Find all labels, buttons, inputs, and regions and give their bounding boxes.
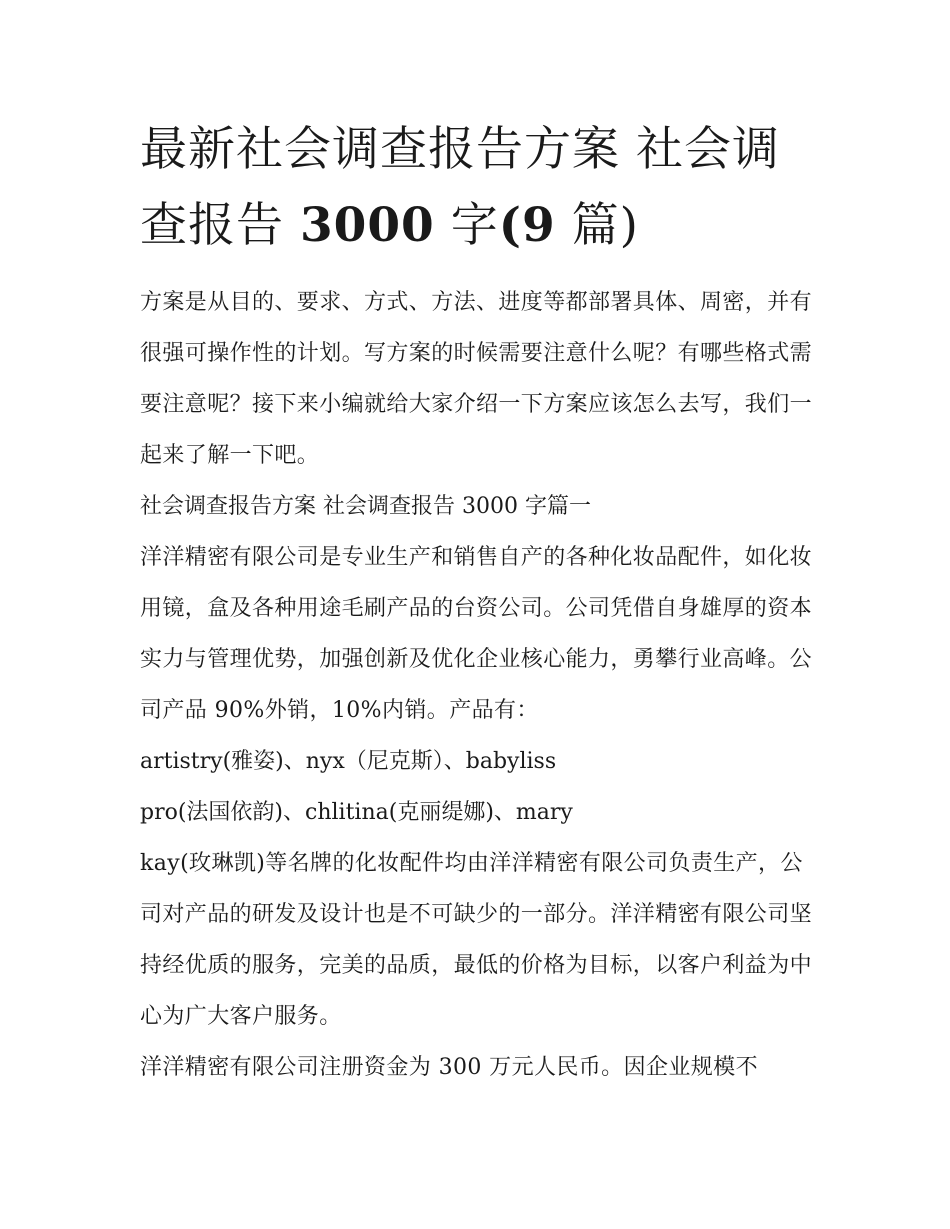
document-page [140,112,812,1093]
title-count: (9 [498,198,556,253]
title-number: 3000 [299,198,435,253]
title-suffix: 篇) [571,198,639,253]
title-text: 最新社会调查报告方案 社会调查报告 [140,122,780,253]
capital-paragraph: 洋洋精密有限公司注册资金为 300 万元人民币。因企业规模不 [140,1055,758,1080]
title-char: 字 [450,198,499,253]
brand-line-2: pro(法国依韵)、chlitina(克丽缇娜)、mary [140,800,573,825]
section-heading: 社会调查报告方案 社会调查报告 3000 字篇一 [140,494,591,519]
document-title [140,112,812,264]
brand-paragraph: kay(玫琳凯)等名牌的化妆配件均由洋洋精密有限公司负责生产，公司对产品的研发及设计也是不可缺少的一部分。洋洋精密有限公司坚持经优质的服务，完美的品质，最低的价格为目标，以客户利益为中心为广大客户服务。 [140,851,813,1029]
company-paragraph: 洋洋精密有限公司是专业生产和销售自产的各种化妆品配件，如化妆用镜，盒及各种用途毛刷产品的台资公司。公司凭借自身雄厚的资本实力与管理优势，加强创新及优化企业核心能力，勇攀行业高峰。公司产品 90%外销，10%内销。产品有： [140,545,813,723]
intro-paragraph: 方案是从目的、要求、方式、方法、进度等都部署具体、周密，并有很强可操作性的计划。写方案的时候需要注意什么呢？有哪些格式需要注意呢？接下来小编就给大家介绍一下方案应该怎么去写，我们一起来了解一下吧。 [140,290,813,468]
brand-line-1: artistry(雅姿)、nyx（尼克斯）、babyliss [140,749,557,774]
